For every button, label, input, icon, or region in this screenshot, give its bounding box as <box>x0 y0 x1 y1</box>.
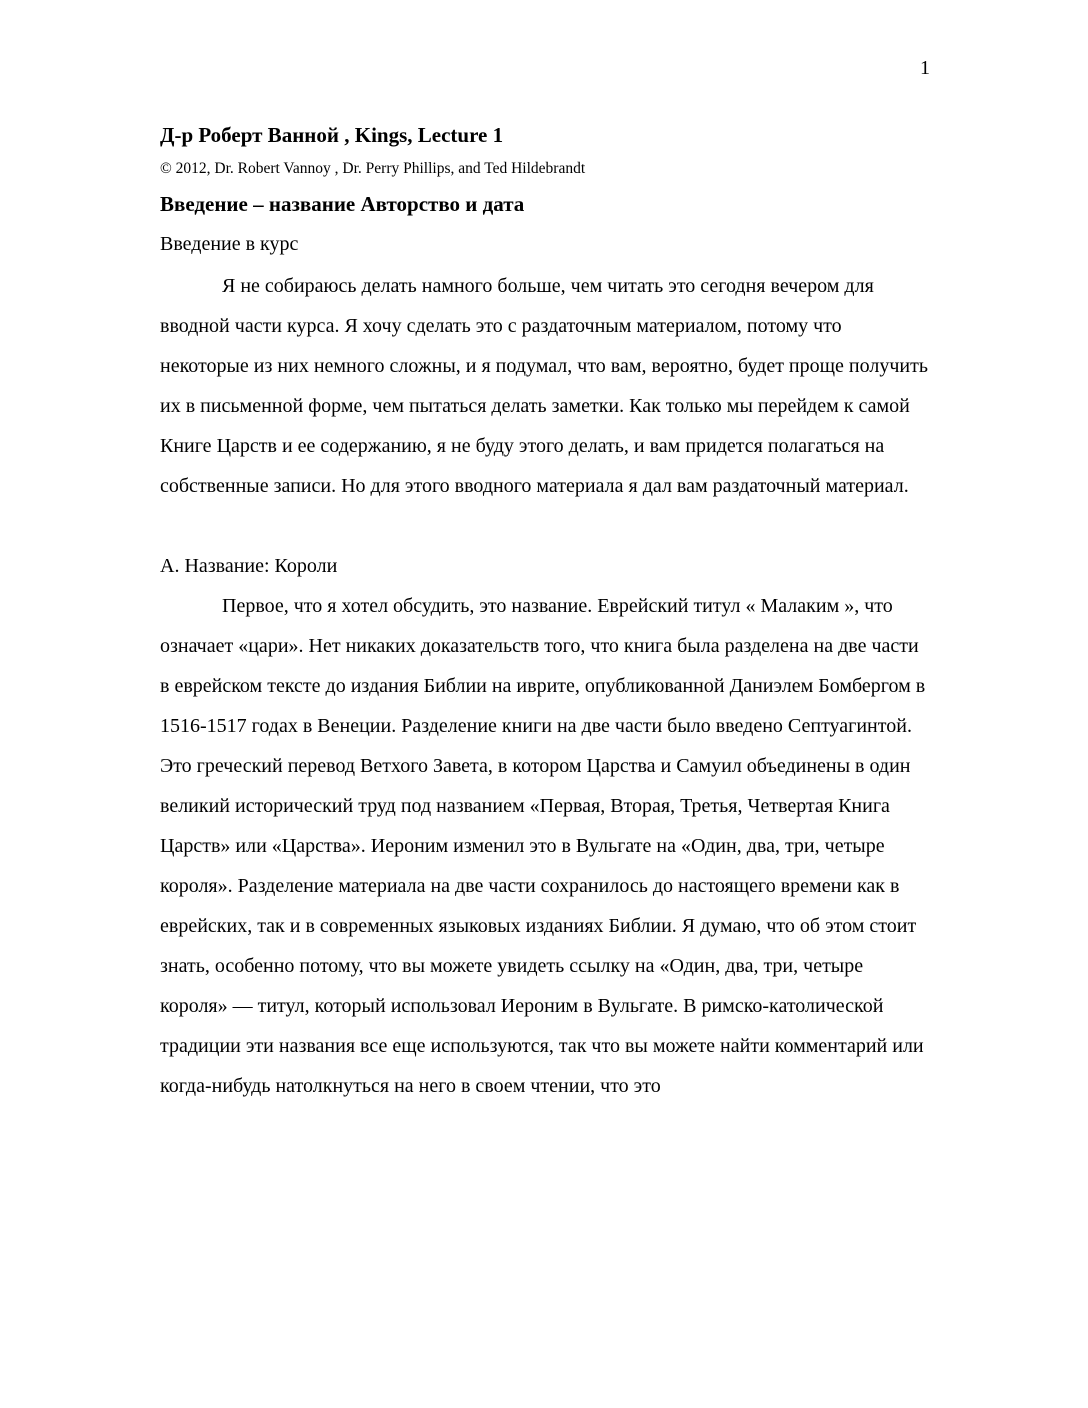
section-heading-title-kings: А. Название: Короли <box>160 555 338 577</box>
document-title: Д-р Роберт Ванной , Kings, Lecture 1 <box>160 123 504 147</box>
copyright-line: © 2012, Dr. Robert Vannoy , Dr. Perry Phillips, and Ted Hildebrandt <box>160 160 586 177</box>
document-content <box>160 118 932 1106</box>
document-subtitle: Введение – название Авторство и дата <box>160 192 525 216</box>
intro-course-label: Введение в курс <box>160 233 299 255</box>
paragraph-introduction: Я не собираюсь делать намного больше, чем читать это сегодня вечером для вводной части курса. Я хочу сделать это с раздаточным материалом, потому что некоторые из них немного сложны, и я подумал, что вам, вероятно, будет проще получить их в письменной форме, чем пытаться делать заметки. Как только мы перейдем к самой Книге Царств и ее содержанию, я не буду этого делать, и вам придется полагаться на собственные записи. Но для этого вводного материала я дал вам раздаточный материал. <box>160 275 928 497</box>
paragraph-section-a: Первое, что я хотел обсудить, это название. Еврейский титул « Малаким », что означает «цари». Нет никаких доказательств того, что книга была разделена на две части в еврейском тексте до издания Библии на иврите, опубликованной Даниэлем Бомбергом в 1516-1517 годах в Венеции. Разделение книги на две части было введено Септуагинтой. Это греческий перевод Ветхого Завета, в котором Царства и Самуил объединены в один великий исторический труд под названием «Первая, Вторая, Третья, Четвертая Книга Царств» или «Царства». Иероним изменил это в Вульгате на «Один, два, три, четыре короля». Разделение материала на две части сохранилось до настоящего времени как в еврейских, так и в современных языковых изданиях Библии. Я думаю, что об этом стоит знать, особенно потому, что вы можете увидеть ссылку на «Один, два, три, четыре короля» — титул, который использовал Иероним в Вульгате. В римско-католической традиции эти названия все еще используются, так что вы можете найти комментарий или когда-нибудь натолкнуться на него в своем чтении, что это <box>160 595 926 1097</box>
page-number: 1 <box>920 57 930 79</box>
